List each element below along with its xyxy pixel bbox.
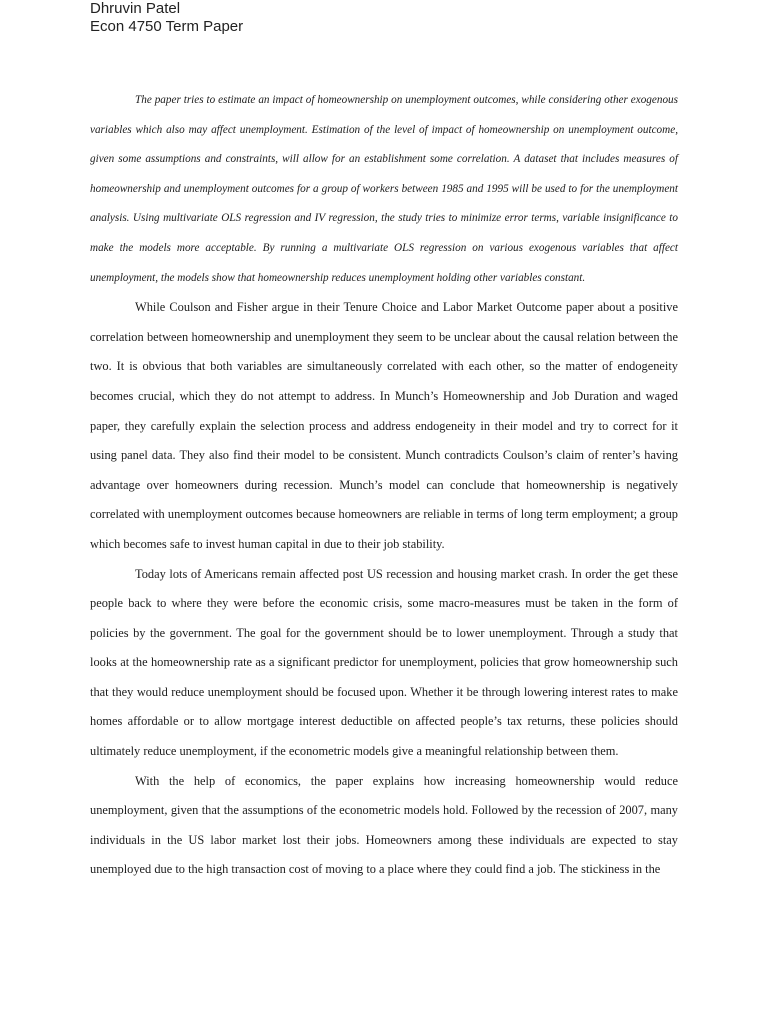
body-paragraph-policy: Today lots of Americans remain affected post US recession and housing market crash. In order the get these people back to where they were before the economic crisis, some macro-measures must be taken in the form of policies by the government. The goal for the government should be to lower unemployment. Through a study that looks at the homeownership rate as a significant predictor for unemployment, policies that grow homeownership such that they would reduce unemployment should be focused upon. Whether it be through lowering interest rates to make homes affordable or to allow mortgage interest deductible on affected people’s tax returns, these policies should ultimately reduce unemployment, if the econometric models give a meaningful relationship between them. [90, 566, 678, 759]
body-paragraph-literature: While Coulson and Fisher argue in their Tenure Choice and Labor Market Outcome paper about a positive correlation between homeownership and unemployment they seem to be unclear about the causal relation between the two. It is obvious that both variables are simultaneously correlated with each other, so the matter of endogeneity becomes crucial, which they do not attempt to address. In Munch’s Homeownership and Job Duration and waged paper, they carefully explain the selection process and address endogeneity in their model and try to correct for it using panel data. They also find their model to be consistent. Munch contradicts Coulson’s claim of renter’s having advantage over homeowners during recession. Munch’s model can conclude that homeownership is negatively correlated with unemployment outcomes because homeowners are reliable in terms of long term employment; a group which becomes safe to invest human capital in due to their job stability. [90, 300, 678, 551]
page-header [90, 0, 243, 36]
course-title: Econ 4750 Term Paper [90, 18, 244, 35]
abstract-paragraph: The paper tries to estimate an impact of homeownership on unemployment outcomes, while considering other exogenous variables which also may affect unemployment. Estimation of the level of impact of homeownership on unemployment outcome, given some assumptions and constraints, will allow for an establishment some correlation. A dataset that includes measures of homeownership and unemployment outcomes for a group of workers between 1985 and 1995 will be used to for the unemployment analysis. Using multivariate OLS regression and IV regression, the study tries to minimize error terms, variable insignificance to make the models more acceptable. By running a multivariate OLS regression on various exogenous variables that affect unemployment, the models show that homeownership reduces unemployment holding other variables constant. [90, 94, 678, 284]
body-paragraph-economics: With the help of economics, the paper explains how increasing homeownership would reduce unemployment, given that the assumptions of the econometric models hold. Followed by the recession of 2007, many individuals in the US labor market lost their jobs. Homeowners among these individuals are expected to stay unemployed due to the high transaction cost of moving to a place where they could find a job. The stickiness in the [90, 773, 678, 877]
author-name: Dhruvin Patel [90, 0, 181, 17]
document-body [90, 86, 678, 885]
